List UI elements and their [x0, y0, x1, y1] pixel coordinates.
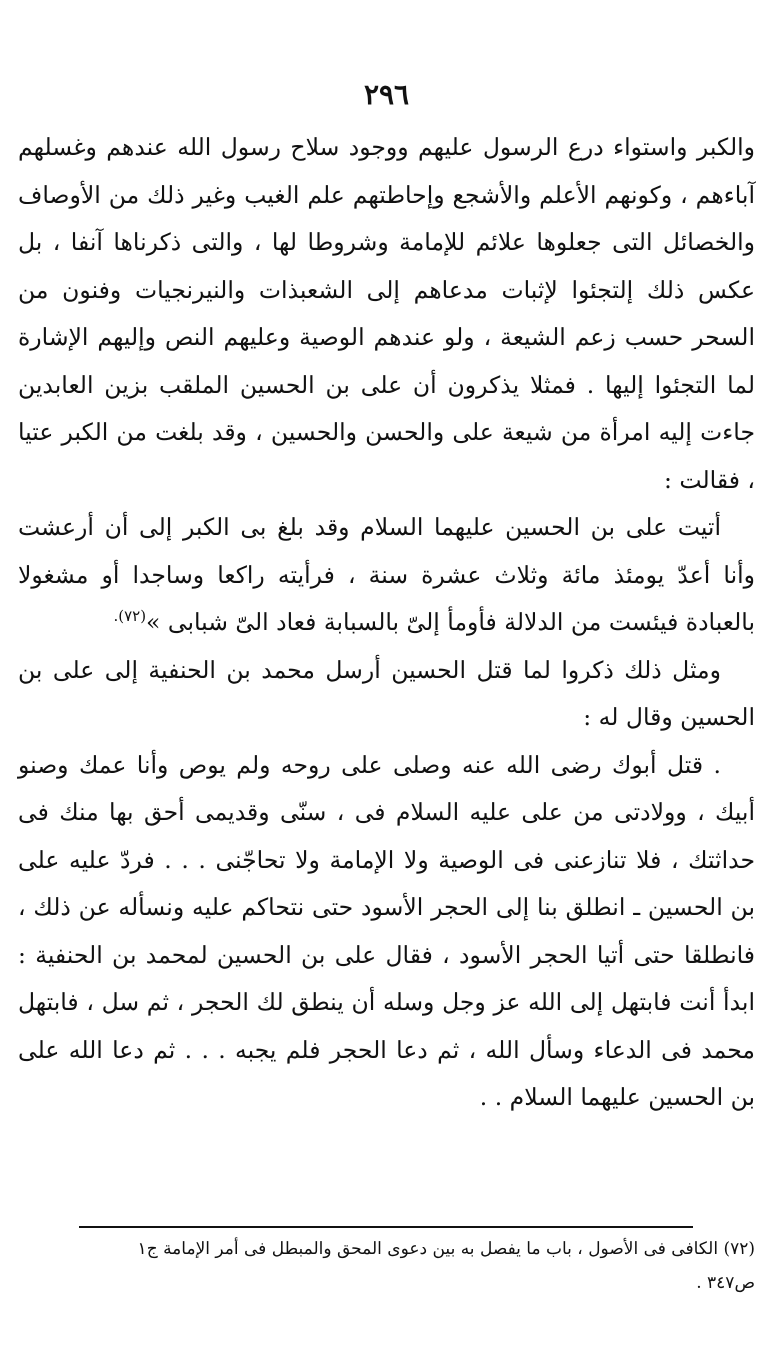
- paragraph-2-quote: [18, 504, 755, 647]
- quote-text: أتيت على بن الحسين عليهما السلام وقد بلغ بى الكبر إلى أن أرعشت وأنا أعدّ يومئذ مائة وثلاث عشرة سنة ، فرأيته راكعا وساجدا أو مشغولا بالعبادة فيئست من الدلالة فأومأ إلىّ بالسبابة فعاد الىّ شبابى »: [18, 513, 755, 636]
- paragraph-3: ومثل ذلك ذكروا لما قتل الحسين أرسل محمد بن الحنفية إلى على بن الحسين وقال له :: [18, 655, 755, 731]
- footnote-line-1: (٧٢) الكافى فى الأصول ، باب ما يفصل به بين دعوى المحق والمبطل فى أمر الإمامة ج١: [137, 1239, 755, 1259]
- page-number: ٢٩٦: [363, 78, 410, 111]
- footnote: [22, 1232, 755, 1300]
- paragraph-1: والكبر واستواء درع الرسول عليهم ووجود سلاح رسول الله عندهم وغسلهم آباءهم ، وكونهم الأعلم والأشجع وإحاطتهم علم الغيب وغير ذلك من الأوصاف والخصائل التى جعلوها علائم للإمامة وشروطا لها ، والتى ذكرناها آنفا ، بل عكس ذلك إلتجئوا لإثبات مدعاهم إلى الشعبذات والنيرنجيات وفنون من السحر حسب زعم الشيعة ، ولو عندهم الوصية وعليهم النص وإليهم الإشارة لما التجئوا إليها . فمثلا يذكرون أن على بن الحسين الملقب بزين العابدين جاءت إليه امرأة من شيعة على والحسن والحسين ، وقد بلغت من الكبر عتيا ، فقالت :: [18, 133, 755, 494]
- footnote-divider: [79, 1226, 693, 1228]
- footnote-reference: (٧٢).: [113, 607, 147, 626]
- paragraph-4: . قتل أبوك رضى الله عنه وصلى على روحه ولم يوص وأنا عمك وصنو أبيك ، وولادتى من على عليه السلام فى ، سنّى وقديمى أحق بها منك فى حداثتك ، فلا تنازعنى فى الوصية ولا الإمامة ولا تحاجّنى . . . فردّ عليه على بن الحسين ـ انطلق بنا إلى الحجر الأسود حتى نتحاكم عليه ونسأله عن ذلك ، فانطلقا حتى أتيا الحجر الأسود ، فقال على بن الحسين لمحمد بن الحنفية : ابدأ أنت فابتهل إلى الله عز وجل وسله أن ينطق لك الحجر ، ثم سل ، فابتهل محمد فى الدعاء وسأل الله ، ثم دعا الحجر فلم يجبه . . . ثم دعا الله على بن الحسين عليهما السلام . .: [18, 750, 755, 1111]
- main-text: [18, 124, 755, 1122]
- footnote-line-2: ص٣٤٧ .: [696, 1273, 755, 1293]
